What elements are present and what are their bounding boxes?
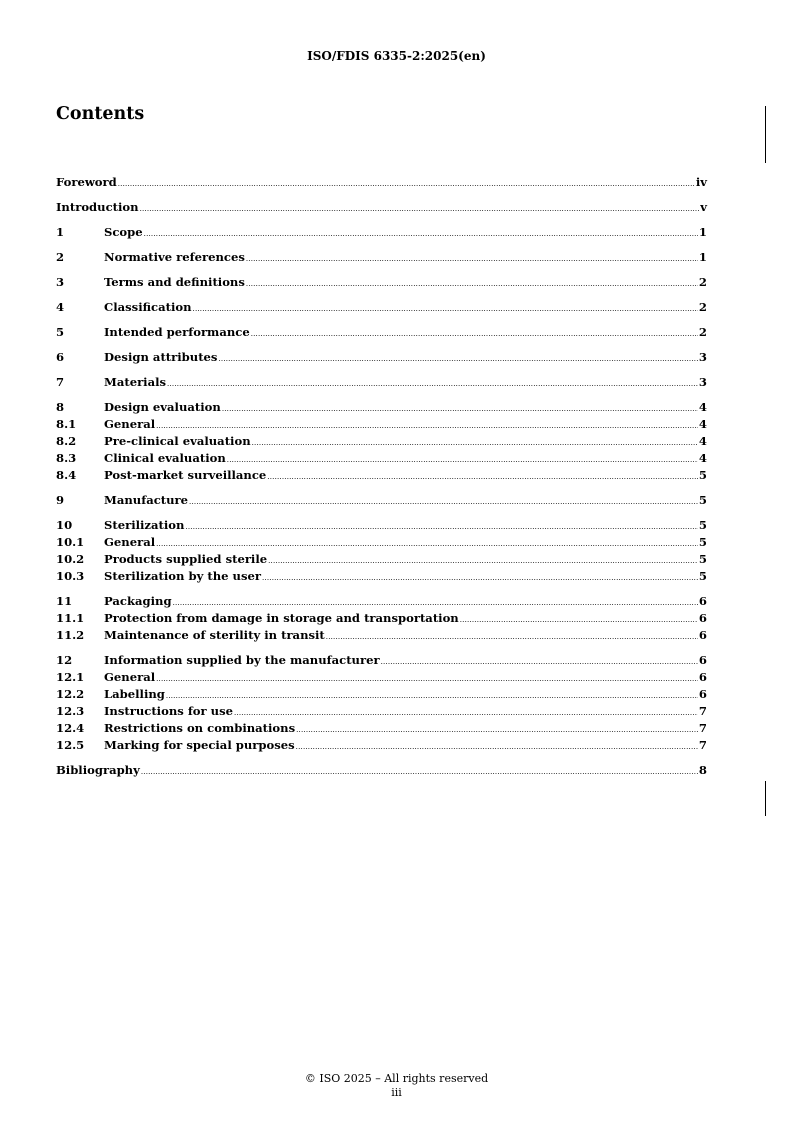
page-footer	[0, 1072, 793, 1100]
toc-entry-page: 3	[698, 375, 707, 389]
toc-entry[interactable]	[56, 416, 707, 433]
toc-entry-number: 4	[56, 300, 65, 314]
dot-leader	[246, 276, 698, 293]
toc-entry[interactable]	[56, 568, 707, 585]
toc-entry-page: 4	[698, 417, 707, 431]
dot-leader	[381, 654, 698, 671]
toc-entry-number: 12.3	[56, 704, 85, 718]
toc-entry[interactable]	[56, 224, 707, 241]
dot-leader	[140, 201, 700, 218]
dot-leader	[193, 301, 698, 318]
toc-entry-number: 10.2	[56, 552, 85, 566]
toc-entry-number: 11.1	[56, 611, 85, 625]
toc-entry-title: Restrictions on combinations	[104, 721, 296, 735]
dot-leader	[185, 519, 697, 536]
copyright-notice: © ISO 2025 – All rights reserved	[304, 1072, 489, 1085]
dot-leader	[234, 705, 698, 722]
dot-leader	[326, 629, 698, 646]
toc-entry-page: 5	[698, 569, 707, 583]
dot-leader	[252, 435, 698, 452]
toc-entry-title: Sterilization	[104, 518, 185, 532]
toc-entry-number: 6	[56, 350, 65, 364]
toc-entry-title: Information supplied by the manufacturer	[104, 653, 380, 667]
toc-entry[interactable]	[56, 762, 707, 779]
toc-entry-title: Design attributes	[104, 350, 218, 364]
page-number: iii	[391, 1086, 402, 1099]
toc-entry-title: Packaging	[104, 594, 172, 608]
toc-entry-number: 8.4	[56, 468, 77, 482]
toc-entry-page: 6	[698, 628, 707, 642]
toc-entry[interactable]	[56, 324, 707, 341]
toc-entry-title: General	[104, 670, 156, 684]
toc-entry-page: 5	[698, 552, 707, 566]
toc-entry[interactable]	[56, 467, 707, 484]
toc-entry-number: 12.1	[56, 670, 85, 684]
toc-entry[interactable]	[56, 686, 707, 703]
toc-entry[interactable]	[56, 551, 707, 568]
toc-entry-page: 7	[698, 704, 707, 718]
toc-entry[interactable]	[56, 450, 707, 467]
toc-entry-number: 3	[56, 275, 65, 289]
toc-entry-number: 10.1	[56, 535, 85, 549]
toc-entry-page: v	[700, 200, 707, 214]
toc-entry-page: 7	[698, 738, 707, 752]
toc-entry-title: Pre-clinical evaluation	[104, 434, 251, 448]
toc-entry-page: 5	[698, 493, 707, 507]
dot-leader	[262, 570, 698, 587]
toc-entry-title: Terms and definitions	[104, 275, 245, 289]
toc-entry[interactable]	[56, 627, 707, 644]
change-bar	[765, 106, 766, 163]
toc-entry[interactable]	[56, 274, 707, 291]
toc-entry-page: 5	[698, 518, 707, 532]
toc-entry-title: Maintenance of sterility in transit	[104, 628, 325, 642]
toc-entry-page: 3	[698, 350, 707, 364]
toc-entry-number: 10	[56, 518, 73, 532]
toc-entry-title: Design evaluation	[104, 400, 221, 414]
toc-entry-number: 12.4	[56, 721, 85, 735]
toc-entry-number: 8.2	[56, 434, 77, 448]
dot-leader	[268, 553, 698, 570]
toc-entry-page: 7	[698, 721, 707, 735]
toc-entry-page: 4	[698, 451, 707, 465]
toc-entry-title: Introduction	[56, 200, 139, 214]
toc-entry-page: 5	[698, 468, 707, 482]
toc-entry-title: Manufacture	[104, 493, 189, 507]
toc-entry-number: 7	[56, 375, 65, 389]
toc-entry-title: Materials	[104, 375, 167, 389]
toc-entry-title: Marking for special purposes	[104, 738, 295, 752]
toc-entry-page: 4	[698, 400, 707, 414]
toc-entry-number: 5	[56, 325, 65, 339]
toc-entry-page: 8	[698, 763, 707, 777]
toc-entry[interactable]	[56, 399, 707, 416]
toc-entry[interactable]	[56, 669, 707, 686]
toc-entry-number: 8.1	[56, 417, 77, 431]
toc-entry-page: 1	[698, 250, 707, 264]
dot-leader	[251, 326, 698, 343]
toc-entry-page: 6	[698, 594, 707, 608]
dot-leader	[118, 176, 695, 193]
toc-entry-page: 5	[698, 535, 707, 549]
toc-entry-page: 6	[698, 670, 707, 684]
toc-entry[interactable]	[56, 593, 707, 610]
dot-leader	[167, 376, 698, 393]
dot-leader	[218, 351, 697, 368]
toc-entry-number: 11	[56, 594, 73, 608]
toc-entry-page: 6	[698, 687, 707, 701]
toc-entry[interactable]	[56, 299, 707, 316]
toc-entry-page: 2	[698, 300, 707, 314]
dot-leader	[141, 764, 698, 781]
toc-entry-number: 1	[56, 225, 65, 239]
toc-entry[interactable]	[56, 199, 707, 216]
toc-entry-title: Intended performance	[104, 325, 250, 339]
dot-leader	[156, 671, 698, 688]
dot-leader	[246, 251, 698, 268]
page-title: Contents	[56, 104, 145, 124]
document-header: ISO/FDIS 6335-2:2025(en)	[307, 49, 486, 63]
toc-entry-number: 8	[56, 400, 65, 414]
toc-entry[interactable]	[56, 174, 707, 191]
toc-entry[interactable]	[56, 433, 707, 450]
toc-entry-number: 2	[56, 250, 65, 264]
toc-entry-title: Classification	[104, 300, 192, 314]
toc-entry[interactable]	[56, 534, 707, 551]
toc-entry[interactable]	[56, 737, 707, 754]
dot-leader	[144, 226, 698, 243]
toc-entry[interactable]	[56, 349, 707, 366]
toc-entry-number: 12.2	[56, 687, 85, 701]
toc-entry-page: 6	[698, 611, 707, 625]
dot-leader	[166, 688, 698, 705]
toc-entry-title: Post-market surveillance	[104, 468, 267, 482]
toc-entry[interactable]	[56, 610, 707, 627]
table-of-contents	[56, 174, 707, 779]
toc-entry-title: Scope	[104, 225, 143, 239]
toc-entry-number: 11.2	[56, 628, 85, 642]
toc-entry[interactable]	[56, 652, 707, 669]
toc-entry-title: Labelling	[104, 687, 165, 701]
toc-entry-page: 2	[698, 325, 707, 339]
change-bar	[765, 781, 766, 816]
toc-entry-title: Sterilization by the user	[104, 569, 261, 583]
toc-entry-number: 12	[56, 653, 73, 667]
toc-entry-title: General	[104, 417, 156, 431]
toc-entry-title: Normative references	[104, 250, 245, 264]
toc-entry-number: 8.3	[56, 451, 77, 465]
toc-entry-page: 4	[698, 434, 707, 448]
toc-entry[interactable]	[56, 374, 707, 391]
toc-entry-title: Instructions for use	[104, 704, 234, 718]
toc-entry-title: General	[104, 535, 156, 549]
toc-entry[interactable]	[56, 492, 707, 509]
toc-entry[interactable]	[56, 703, 707, 720]
dot-leader	[227, 452, 698, 469]
dot-leader	[460, 612, 698, 629]
toc-entry-title: Clinical evaluation	[104, 451, 226, 465]
dot-leader	[189, 494, 698, 511]
toc-entry-title: Protection from damage in storage and transportation	[104, 611, 459, 625]
toc-entry-page: 1	[698, 225, 707, 239]
toc-entry-number: 10.3	[56, 569, 85, 583]
dot-leader	[296, 722, 698, 739]
toc-entry[interactable]	[56, 249, 707, 266]
toc-entry[interactable]	[56, 517, 707, 534]
toc-entry-page: 2	[698, 275, 707, 289]
toc-entry[interactable]	[56, 720, 707, 737]
toc-entry-title: Foreword	[56, 175, 117, 189]
toc-entry-page: iv	[695, 175, 707, 189]
toc-entry-title: Products supplied sterile	[104, 552, 268, 566]
toc-entry-title: Bibliography	[56, 763, 140, 777]
toc-entry-number: 12.5	[56, 738, 85, 752]
dot-leader	[222, 401, 698, 418]
dot-leader	[267, 469, 698, 486]
dot-leader	[296, 739, 698, 756]
toc-entry-page: 6	[698, 653, 707, 667]
toc-entry-number: 9	[56, 493, 65, 507]
